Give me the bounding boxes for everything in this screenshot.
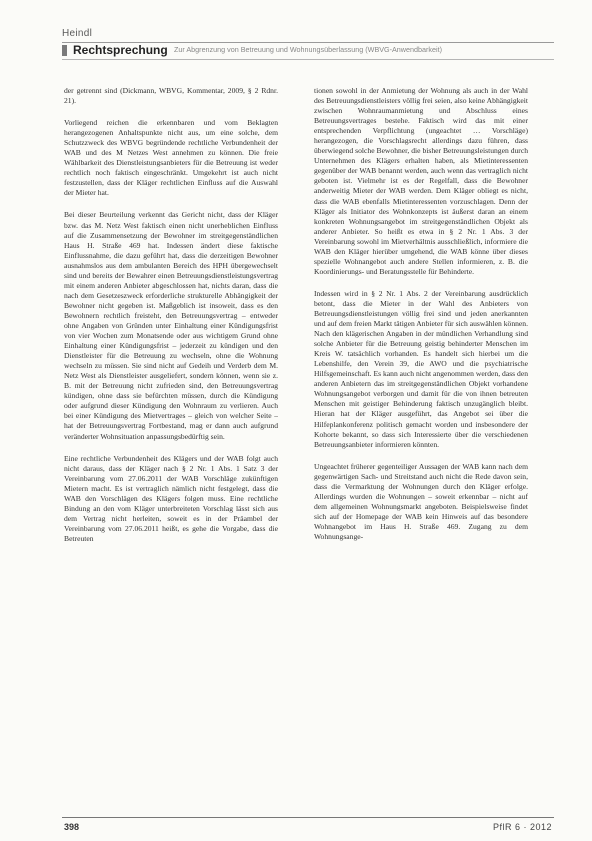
section-marker <box>62 45 67 56</box>
journal-issue: PflR 6 · 2012 <box>492 822 552 832</box>
text-column-right <box>314 86 528 802</box>
paragraph: der getrennt sind (Dickmann, WBVG, Kommentar, 2009, § 2 Rdnr. 21). <box>64 86 278 106</box>
section-title: Rechtsprechung <box>73 43 168 57</box>
page-number: 398 <box>64 822 80 832</box>
paragraph: Indessen wird in § 2 Nr. 1 Abs. 2 der Vereinbarung ausdrücklich betont, dass die Mieter in der Wahl des Anbieters von Betreuungsdienstleistungen völlig frei sind und jeden anerkannten und auf dem freien Markt tätigen Anbieter für sich auswählen können. Nach den klägerischen Angaben in der mündlichen Verhandlung sind solche Anbieter für die Betreuung geistig behinderter Menschen im Kreis W. tatsächlich vorhanden. Es handelt sich hierbei um die Lebenshilfe, den Verein 39, die AWO und die psychiatrische Hilfsgemeinschaft. Es kann auch nicht angenommen werden, dass den anderen Anbietern das im streitgegenständlichen Objekt vorhandene Wohnungsangebot verborgen und damit für die von ihnen betreuten Menschen mit geistiger Behinderung faktisch unzugänglich bleibt. Hieran hat der Kläger ausgeführt, das Angebot sei über die Hilfeplankonferenz politisch gemacht worden und insbesondere der Kohorte bekannt, so dass sich Interessierte über die verschiedenen Betreuungsanbieter informieren könnten. <box>314 288 528 449</box>
section-subtitle: Zur Abgrenzung von Betreuung und Wohnungsüberlassung (WBVG-Anwendbarkeit) <box>174 45 442 54</box>
text-column-left <box>64 86 278 802</box>
footer-rule <box>62 817 554 818</box>
running-head-author: Heindl <box>62 28 93 39</box>
section-header <box>62 44 554 58</box>
paragraph: Vorliegend reichen die erkennbaren und vom Beklagten herangezogenen Anhaltspunkte nicht aus, um eine solche, dem Schutzzweck des WBVG begründende rechtliche Verbundenheit der WAB und des M Netzes West annehmen zu können. Die freie Wählbarkeit des Dienstleistungsanbieters für die Betreuung ist weder rechtlich noch faktisch eingeschränkt. Umgekehrt ist auch nicht festzustellen, dass der Kläger rechtlichen Einfluss auf die Auswahl der Mieter hat. <box>64 118 278 198</box>
paragraph: Bei dieser Beurteilung verkennt das Gericht nicht, dass der Kläger bzw. das M. Netz West faktisch einen nicht unerheblichen Einfluss auf die Zusammensetzung der Bewohner im streitgegenständlichen Haus H. Straße 469 hat. Indessen ändert diese faktische Einflussnahme, die dazu geführt hat, dass die derzeitigen Bewohner ausnahmslos aus dem ambulanten Bereich des HPH übergewechselt sind und bereits der Bewahrer einen Betreuungsdienstleistungsvertrag mit einem anderen Anbieter abgeschlossen hat, nichts daran, dass die nach dem Gesetzeszweck erforderliche strukturelle Abhängigkeit der Bewohner nicht gegeben ist. Maßgeblich ist insoweit, dass es den Bewohnern rechtlich freisteht, den Betreuungsvertrag – entweder ohne Angaben von Gründen unter Einhaltung einer Kündigungsfrist von vier Wochen zum Monatsende oder aus wichtigem Grund ohne Einhaltung einer Kündigungsfrist – jederzeit zu kündigen und den Dienstleister für die Betreuung zu wechseln, ohne die Wohnung wechseln zu müssen. Sie sind nicht auf Gedeih und Verderb dem M. Netz West als Dienstleister ausgeliefert, sondern können, wenn sie z. B. mit der Betreuung nicht zufrieden sind, den Betreuungsvertrag kündigen, ohne dass sie befürchten müssen, durch die Kündigung oder aufgrund dieser Kündigung den Wohnraum zu verlieren. Auch bei einer Kündigung des Mietvertrages – gleich von welcher Seite – hat der Betreuungsvertrag Fortbestand, mag er dann auch aufgrund veränderter Wohnsituation anpassungsbedürftig sein. <box>64 210 278 441</box>
paragraph: Eine rechtliche Verbundenheit des Klägers und der WAB folgt auch nicht daraus, dass der Kläger nach § 2 Nr. 1 Abs. 1 Satz 3 der Vereinbarung vom 27.06.2011 der WAB Vorschläge zukünftigen Mietern macht. Es ist vertraglich nämlich nicht festgelegt, dass die WAB den Vorschlägen des Klägers folgen muss. Eine rechtliche Bindung an den vom Kläger unterbreiteten Vorschlag lässt sich aus dem Vertrag nicht herleiten, soweit es in der Präambel der Vereinbarung vom 27.06.2011 heißt, es gehe die Vorgabe, dass die Betreuten <box>64 453 278 543</box>
header-rule <box>62 59 554 60</box>
paragraph: tionen sowohl in der Anmietung der Wohnung als auch in der Wahl des Betreuungsdienstleisters völlig frei seien, also keine Abhängigkeit zwischen Wohnraumanmietung und Abschluss eines Betreuungsvertrages bestehe. Faktisch wird das mit einer entsprechenden Verpflichtung (ungeachtet … Vorschläge) herangezogen, die Vorschlagsrecht allerdings dazu führen, dass überwiegend solche Bewohner, die bisher Betreuungsleistungen durch Unternehmen des Klägers erhalten haben, als Mietinteressenten gegenüber der WAB benannt werden, auch wenn das vertraglich nicht geboten ist. Vielmehr ist es der Regelfall, dass die Bewohner anderweitig Mieter der WAB werden. Dem Kläger obliegt es nicht, dass die WAB ebenfalls Mietinteressenten vorzuschlagen. Denn der Kläger als Initiator des Wohnkonzepts ist äußerst daran an einem konkreten Wohnungsangebot im streitgegenständlichen Objekt als anderer Anbieter. So heißt es etwa in § 2 Nr. 1 Abs. 3 der Vereinbarung sowohl im Mietverhältnis ausschließlich, informiere die WAB den Kläger hierüber umgehend, die WAB könne über dieses spezielle Wohnangebot auch andere Stellen informieren, z. B. die Koordinierungs- und Beratungsstelle für Behinderte. <box>314 86 528 276</box>
paragraph: Ungeachtet früherer gegenteiliger Aussagen der WAB kann nach dem gegenwärtigen Sach- und Streitstand auch nicht die Rede davon sein, dass die Vermarktung der Wohnungen durch den Kläger erfolge. Allerdings wurden die Wohnungen – soweit erkennbar – nicht auf dem allgemeinen Wohnungsmarkt angeboten. Beispielsweise findet sich auf der Homepage der WAB kein Hinweis auf das besondere Wohnangebot im Haus H. Straße 469. Zugang zu dem Wohnungsange- <box>314 461 528 541</box>
